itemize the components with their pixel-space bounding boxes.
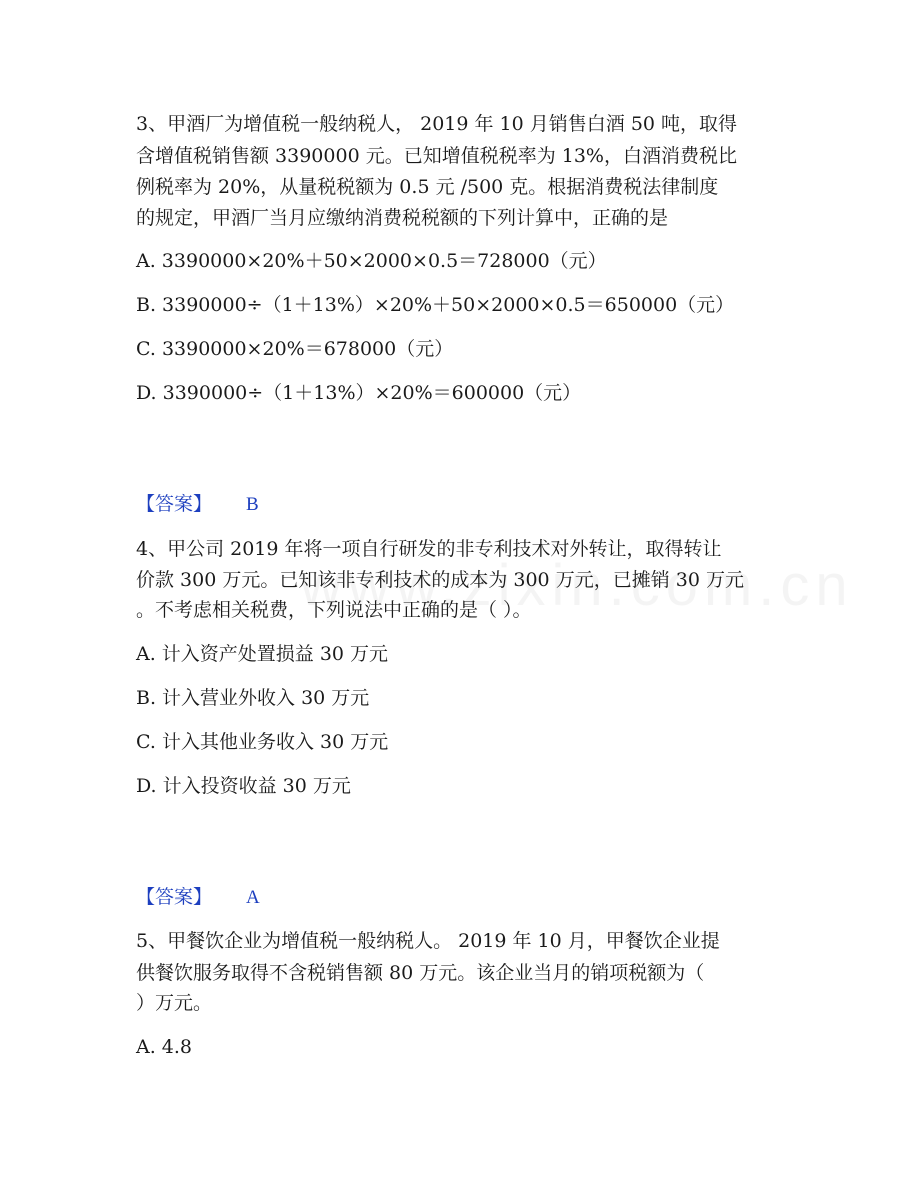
q3-answer-row [136, 493, 796, 516]
q3-option-a: A. 3390000×20%＋50×2000×0.5＝728000（元） [136, 250, 607, 272]
q3-stem-line-4: 的规定，甲酒厂当月应缴纳消费税税额的下列计算中，正确的是 [136, 207, 669, 229]
q3-option-d: D. 3390000÷（1＋13%）×20%＝600000（元） [136, 382, 582, 404]
q4-answer-row [136, 886, 796, 909]
answer-label: 【答案】 [136, 886, 213, 908]
q5-stem-line-1: 5、甲餐饮企业为增值税一般纳税人。 2019 年 10 月，甲餐饮企业提 [136, 930, 720, 952]
q5-option-a: A. 4.8 [136, 1036, 193, 1058]
q3-option-c: C. 3390000×20%＝678000（元） [136, 338, 454, 360]
q5-stem-line-2: 供餐饮服务取得不含税销售额 80 万元。该企业当月的销项税额为（ [136, 962, 705, 984]
q3-stem-line-3: 例税率为 20%，从量税税额为 0.5 元 /500 克。根据消费税法律制度 [136, 176, 719, 198]
q3-option-b: B. 3390000÷（1＋13%）×20%＋50×2000×0.5＝650000（元） [136, 294, 735, 316]
q3-stem-line-2: 含增值税销售额 3390000 元。已知增值税税率为 13%，白酒消费税比 [136, 145, 737, 167]
answer-value: A [246, 887, 260, 908]
answer-label: 【答案】 [136, 493, 213, 515]
q3-stem-line-1: 3、甲酒厂为增值税一般纳税人， 2019 年 10 月销售白酒 50 吨，取得 [136, 113, 738, 135]
q4-option-b: B. 计入营业外收入 30 万元 [136, 687, 370, 709]
q4-option-a: A. 计入资产处置损益 30 万元 [136, 643, 389, 665]
q4-stem-line-3: 。不考虑相关税费，下列说法中正确的是（ ）。 [136, 599, 532, 621]
answer-value: B [246, 494, 259, 515]
q4-stem-line-2: 价款 300 万元。已知该非专利技术的成本为 300 万元，已摊销 30 万元 [136, 569, 744, 591]
q4-option-c: C. 计入其他业务收入 30 万元 [136, 731, 389, 753]
q4-stem-line-1: 4、甲公司 2019 年将一项自行研发的非专利技术对外转让，取得转让 [136, 538, 722, 560]
q5-stem-line-3: ）万元。 [136, 992, 213, 1014]
q4-option-d: D. 计入投资收益 30 万元 [136, 775, 351, 797]
